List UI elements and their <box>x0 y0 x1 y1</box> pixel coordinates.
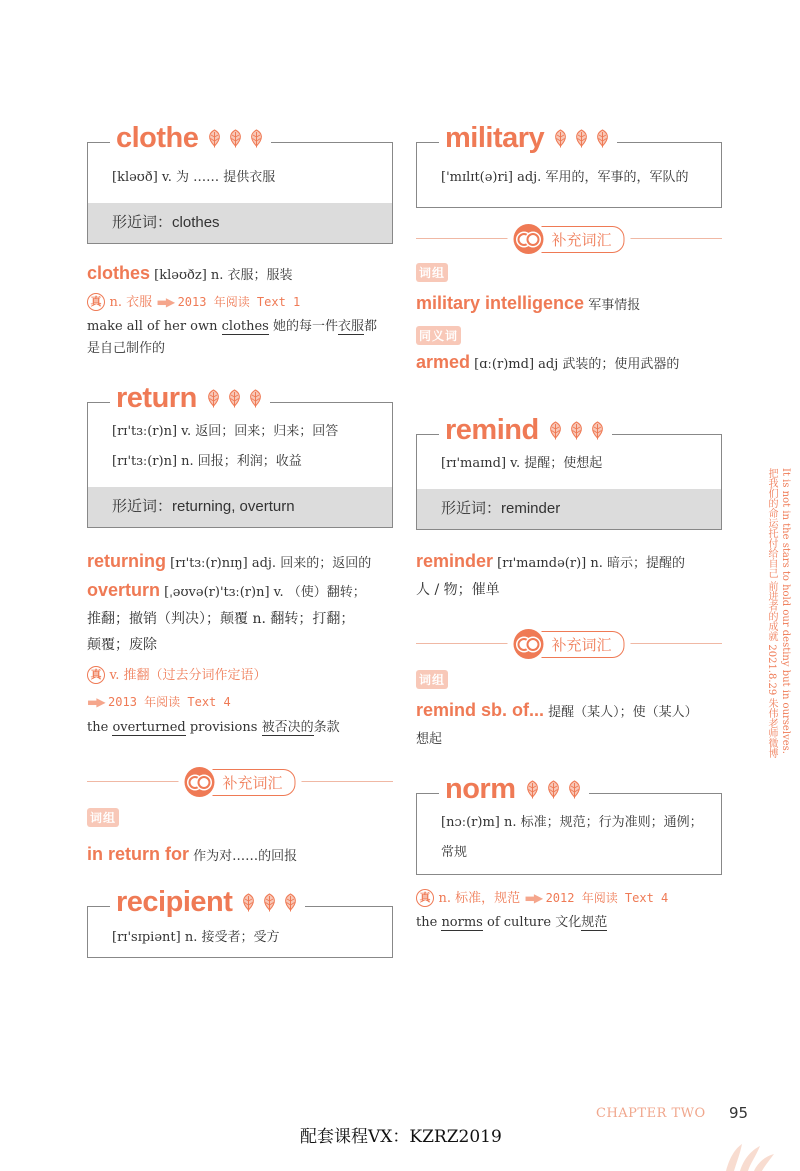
right-column <box>416 120 722 934</box>
arrow-icon: ▬▶ <box>156 295 174 309</box>
leaf-icon <box>589 421 606 440</box>
keyword: overturn <box>87 580 161 600</box>
phrase-meaning: 军事情报 <box>584 298 641 313</box>
real-exam-badge: 真 <box>87 293 105 311</box>
exam-line <box>87 662 393 689</box>
entry-remind <box>416 414 722 530</box>
exam-source: 2013 年阅读 Text 1 <box>177 295 301 309</box>
example-part: of culture 文化 <box>482 915 582 930</box>
exam-definition: n. 标准，规范 <box>438 891 521 906</box>
definition-line: [nɔː(r)m] n. 标准；规范；行为准则；通例； <box>441 815 703 830</box>
exam-source: 2013 年阅读 Text 4 <box>108 695 231 709</box>
footer-course-note: 配套课程VX：KZRZ2019 <box>300 1127 502 1147</box>
leaf-icon <box>566 780 583 799</box>
exam-line <box>416 885 722 912</box>
example-part: 她的每一件 <box>268 319 338 334</box>
definition-line: ['mɪlɪt(ə)ri] adj. 军用的，军事的，军队的 <box>441 170 689 185</box>
definition-line: [rɪ'tɜː(r)n] n. 回报；利润；收益 <box>112 454 302 469</box>
definition: 推翻；撤销（判决）；颠覆 n. 翻转；打翻； <box>87 611 355 627</box>
leaf-icon <box>247 389 264 408</box>
supplement-label: 补充词汇 <box>212 769 295 796</box>
leaf-icon <box>227 129 244 148</box>
headword-military <box>439 121 617 155</box>
headword-recipient <box>110 885 305 919</box>
phrase-line <box>87 841 393 870</box>
chapter-label: CHAPTER TWO <box>596 1106 706 1121</box>
arrow-icon: ▬▶ <box>87 695 104 709</box>
leaf-icon <box>552 129 569 148</box>
similar-value: reminder <box>501 500 561 517</box>
left-column <box>87 120 393 958</box>
entry-norm <box>416 773 722 875</box>
definition: [rɪ'maɪndə(r)] n. 暗示；提醒的 <box>493 556 686 571</box>
leaf-icon <box>594 129 611 148</box>
leaf-icon <box>568 421 585 440</box>
leaf-icon <box>573 129 590 148</box>
phrase-tag: 词组 <box>416 670 448 689</box>
real-exam-badge: 真 <box>87 666 105 684</box>
synonym-tag-line <box>416 325 722 345</box>
subentry-returning <box>87 548 393 577</box>
leaf-icons <box>206 129 265 148</box>
phrase-keyword: military intelligence <box>416 293 585 313</box>
definition-line: 常规 <box>441 845 468 860</box>
supplement-bar <box>416 625 722 661</box>
example-part: the <box>416 915 442 930</box>
phrase-tag: 词组 <box>416 263 448 282</box>
side-quote <box>758 468 798 768</box>
exam-definition: n. 衣服 <box>109 295 153 310</box>
example-part: 条款 <box>313 720 340 735</box>
example-underline: 衣服 <box>338 319 365 334</box>
entry-recipient <box>87 886 393 958</box>
example-sentence <box>416 912 722 934</box>
entry-return <box>87 382 393 528</box>
leaf-icon <box>524 780 541 799</box>
example-part: the <box>87 720 113 735</box>
keyword: returning <box>87 551 166 571</box>
similar-label: 形近词： <box>112 214 173 231</box>
exam-definition: v. 推翻（过去分词作定语） <box>109 668 267 683</box>
arrow-icon: ▬▶ <box>524 891 542 905</box>
headword-text: clothe <box>116 122 199 154</box>
supplement-label: 补充词汇 <box>541 631 624 658</box>
leaf-icons <box>205 389 264 408</box>
phrase-line <box>416 290 722 319</box>
owl-icon <box>513 629 543 659</box>
entry-clothe <box>87 122 393 244</box>
leaf-icon <box>547 421 564 440</box>
owl-icon <box>184 767 214 797</box>
phrase-tag: 词组 <box>87 808 119 827</box>
leaf-icons <box>547 421 606 440</box>
example-sentence <box>87 717 393 739</box>
example-part: 都 <box>364 319 378 334</box>
example-underline: 被否决的 <box>261 720 314 735</box>
subentry-reminder <box>416 548 722 603</box>
side-quote-english: It is not in the stars to hold our destiny but in ourselves. <box>780 468 791 754</box>
leaf-decoration-icon <box>716 1136 776 1171</box>
phrase-line <box>416 697 722 753</box>
synonym-line <box>416 349 722 378</box>
similar-words <box>88 203 392 243</box>
similar-words <box>417 489 721 529</box>
phrase-tag-line <box>416 669 722 689</box>
supplement-bar <box>87 763 393 799</box>
phrase-keyword: remind sb. of... <box>416 700 545 720</box>
similar-words <box>88 487 392 527</box>
leaf-icons <box>524 780 583 799</box>
subentry-overturn <box>87 577 393 658</box>
definition: [kləʊðz] n. 衣服；服装 <box>150 268 293 283</box>
similar-value: returning, overturn <box>172 498 295 515</box>
example-underline: 规范 <box>581 915 608 930</box>
leaf-icon <box>282 893 299 912</box>
definition: [rɪ'tɜː(r)nɪŋ] adj. 回来的；返回的 <box>166 556 372 571</box>
headword-remind <box>439 413 612 447</box>
phrase-keyword: in return for <box>87 844 189 864</box>
definition: 人 / 物；催单 <box>416 582 500 598</box>
headword-text: remind <box>445 414 539 446</box>
similar-label: 形近词： <box>441 500 502 517</box>
leaf-icon <box>206 129 223 148</box>
similar-value: clothes <box>172 214 220 231</box>
phrase-meaning: 作为对……的回报 <box>189 849 298 864</box>
leaf-icons <box>240 893 299 912</box>
subentry-clothes <box>87 260 393 289</box>
definition-line: [kləʊð] v. 为 …… 提供衣服 <box>112 170 276 185</box>
leaf-icon <box>226 389 243 408</box>
example-part: provisions <box>185 720 262 735</box>
headword-clothe <box>110 121 271 155</box>
phrase-tag-line <box>416 262 722 282</box>
definition: [ˌəʊvə(r)'tɜː(r)n] v. （使）翻转； <box>160 585 366 600</box>
supplement-label: 补充词汇 <box>541 226 624 253</box>
example-sentence <box>87 316 393 360</box>
headword-text: return <box>116 382 197 414</box>
leaf-icon <box>261 893 278 912</box>
headword-norm <box>439 772 589 806</box>
headword-return <box>110 381 270 415</box>
example-underline: clothes <box>221 319 269 334</box>
keyword: reminder <box>416 551 494 571</box>
real-exam-badge: 真 <box>416 889 434 907</box>
side-quote-chinese: 把我们的命运托付给自己 前进者的成就 2021.8.29 朱伟老师微博 <box>766 468 777 759</box>
headword-text: recipient <box>116 886 233 918</box>
phrase-meaning: 提醒（某人）；使（某人） <box>544 705 698 720</box>
definition-line: [rɪ'tɜː(r)n] v. 返回；回来；归来；回答 <box>112 424 339 439</box>
leaf-icon <box>248 129 265 148</box>
phrase-meaning: 想起 <box>416 732 443 747</box>
phrase-tag-line <box>87 807 393 827</box>
definition-line: [rɪ'maɪnd] v. 提醒；使想起 <box>441 456 603 471</box>
synonym-tag: 同义词 <box>416 326 461 345</box>
example-part: make all of her own <box>87 319 222 334</box>
exam-line <box>87 289 393 316</box>
synonym-meaning: [ɑː(r)md] adj 武装的；使用武器的 <box>470 357 680 372</box>
entry-military <box>416 122 722 208</box>
exam-source: 2012 年阅读 Text 4 <box>545 891 669 905</box>
headword-text: military <box>445 122 545 154</box>
page-number: 95 <box>729 1104 749 1122</box>
definition-line: [rɪ'sɪpiənt] n. 接受者；受方 <box>112 930 280 945</box>
owl-icon <box>513 224 543 254</box>
similar-label: 形近词： <box>112 498 173 515</box>
leaf-icon <box>240 893 257 912</box>
supplement-bar <box>416 220 722 256</box>
example-underline: overturned <box>112 720 186 735</box>
definition: 颠覆；废除 <box>87 637 157 653</box>
keyword: clothes <box>87 263 151 283</box>
leaf-icons <box>552 129 611 148</box>
example-underline: norms <box>441 915 483 930</box>
headword-text: norm <box>445 773 516 805</box>
example-part: 是自己制作的 <box>87 341 166 356</box>
leaf-icon <box>545 780 562 799</box>
exam-source-line <box>87 689 393 715</box>
leaf-icon <box>205 389 222 408</box>
synonym-keyword: armed <box>416 352 471 372</box>
